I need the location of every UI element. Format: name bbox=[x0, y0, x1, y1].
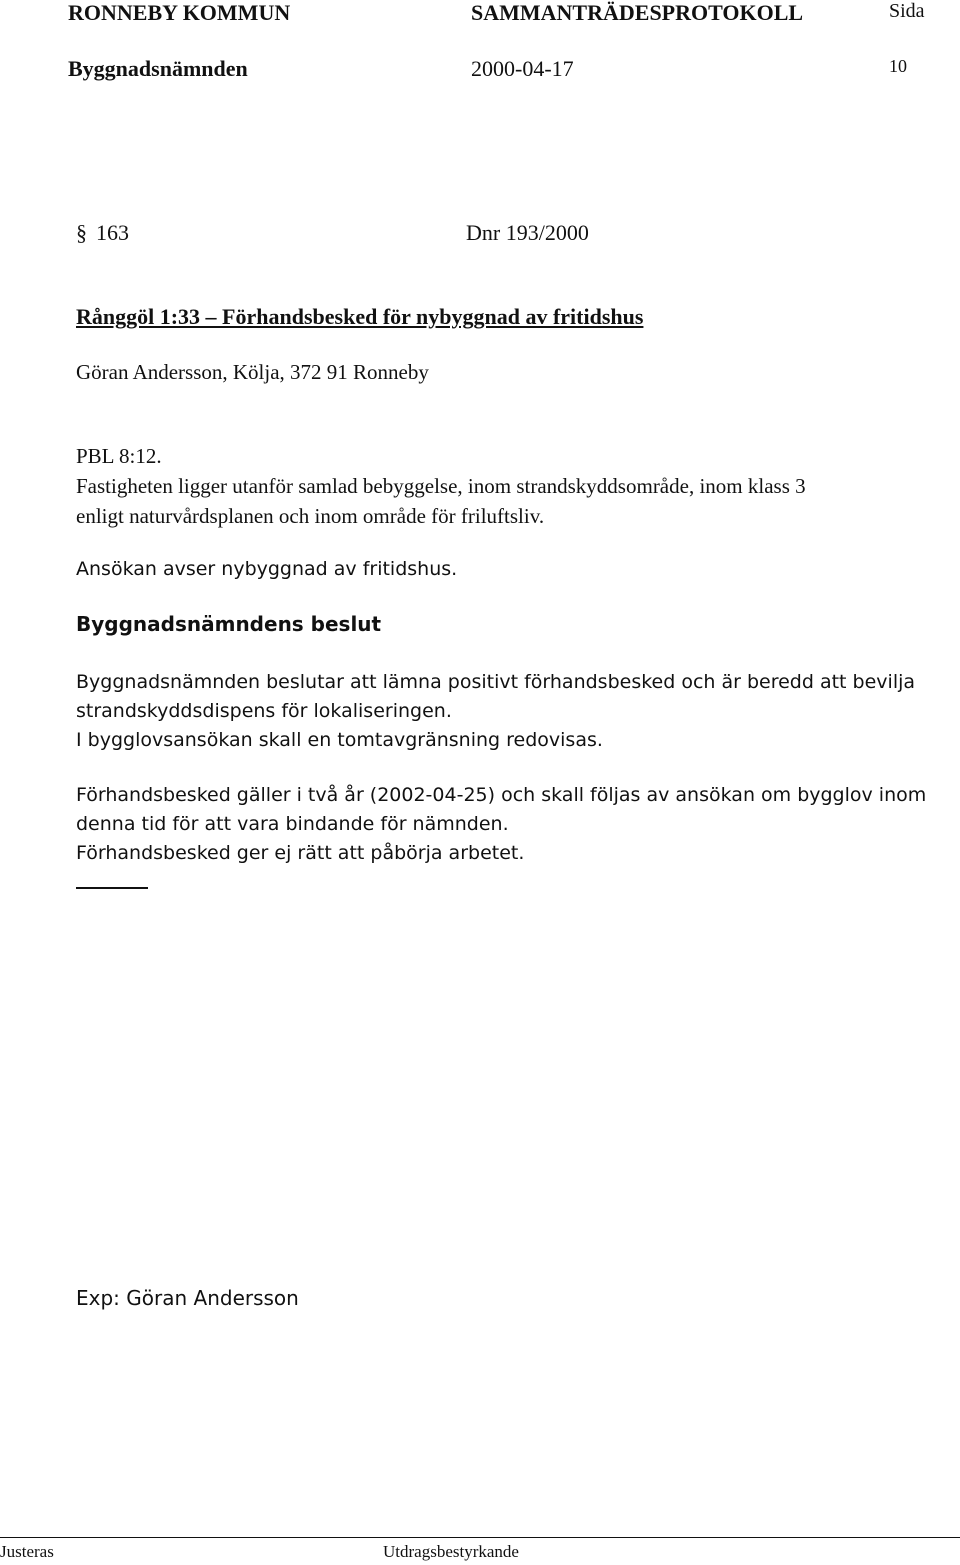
meeting-date: 2000-04-17 bbox=[471, 56, 574, 81]
description-line-2: enligt naturvårdsplanen och inom område för friluftsliv. bbox=[76, 504, 545, 528]
applicant: Göran Andersson, Kölja, 372 91 Ronneby bbox=[76, 360, 429, 384]
section-symbol: § bbox=[76, 220, 87, 245]
decision-line-3: I bygglovsansökan skall en tomtavgränsning redovisas. bbox=[76, 729, 603, 751]
municipality-name: RONNEBY KOMMUN bbox=[68, 0, 291, 25]
end-of-item-rule bbox=[76, 887, 148, 889]
page-label: Sida bbox=[889, 0, 925, 22]
expedition: Exp: Göran Andersson bbox=[76, 1286, 299, 1310]
committee-name: Byggnadsnämnden bbox=[68, 56, 248, 81]
item-number: 163 bbox=[96, 220, 129, 245]
validity-line-2: denna tid för att vara bindande för nämnden. bbox=[76, 813, 509, 835]
decision-line-2: strandskyddsdispens för lokaliseringen. bbox=[76, 700, 452, 722]
document-type: SAMMANTRÄDESPROTOKOLL bbox=[471, 0, 804, 25]
certified-label: Utdragsbestyrkande bbox=[383, 1542, 519, 1561]
decision-heading: Byggnadsnämndens beslut bbox=[76, 612, 382, 636]
decision-line-1: Byggnadsnämnden beslutar att lämna positivt förhandsbesked och är beredd att bevilja bbox=[76, 671, 916, 693]
adjusted-label: Justeras bbox=[0, 1542, 54, 1561]
description-line-1: Fastigheten ligger utanför samlad bebyggelse, inom strandskyddsområde, inom klass 3 bbox=[76, 474, 806, 498]
footer-rule bbox=[0, 1537, 960, 1538]
application-text: Ansökan avser nybyggnad av fritidshus. bbox=[76, 558, 458, 580]
dnr: Dnr 193/2000 bbox=[466, 220, 589, 245]
validity-line-1: Förhandsbesked gäller i två år (2002-04-25) och skall följas av ansökan om bygglov inom bbox=[76, 784, 927, 806]
item-title: Rånggöl 1:33 – Förhandsbesked för nybyggnad av fritidshus bbox=[76, 304, 644, 329]
page-number: 10 bbox=[889, 56, 907, 76]
pbl-reference: PBL 8:12. bbox=[76, 444, 162, 468]
validity-line-3: Förhandsbesked ger ej rätt att påbörja arbetet. bbox=[76, 842, 525, 864]
